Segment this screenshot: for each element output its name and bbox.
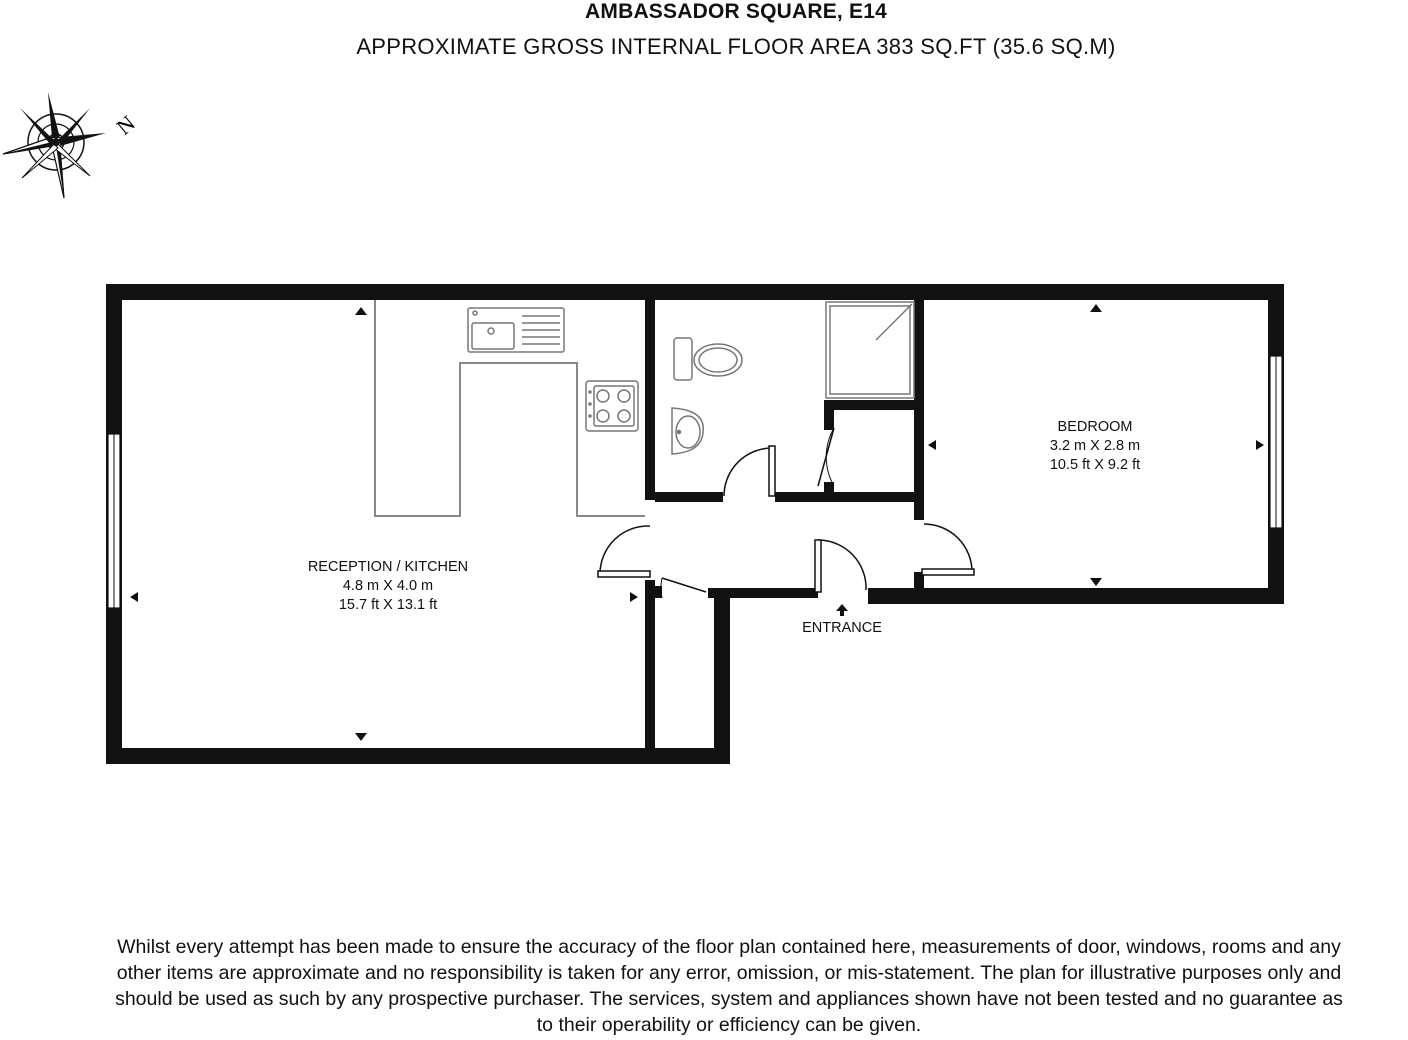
plan-title: AMBASSADOR SQUARE, E14 bbox=[585, 0, 887, 23]
disclaimer-line: to their operability or efficiency can be given. bbox=[536, 1014, 922, 1036]
reception-metric: 4.8 m X 4.0 m bbox=[342, 578, 434, 594]
disclaimer bbox=[48, 934, 1408, 1038]
disclaimer-line: other items are approximate and no responsibility is taken for any error, omission, or mis-statement. The plan for illustrative purposes only and bbox=[116, 962, 1342, 984]
bedroom-name: BEDROOM bbox=[1057, 419, 1133, 435]
bathroom-door bbox=[724, 446, 775, 496]
bedroom-door bbox=[922, 524, 974, 575]
cupboard-door bbox=[818, 428, 834, 486]
reception-name: RECEPTION / KITCHEN bbox=[307, 559, 469, 575]
reception-label bbox=[308, 559, 468, 613]
compass-rose-icon bbox=[3, 92, 106, 198]
reception-door bbox=[598, 526, 650, 577]
disclaimer-line: Whilst every attempt has been made to ensure the accuracy of the floor plan contained here, measurements of door, windows, rooms and any bbox=[117, 936, 1341, 958]
shower-tray-icon bbox=[826, 302, 914, 398]
reception-window bbox=[108, 434, 120, 608]
dimension-markers bbox=[130, 304, 1264, 741]
bedroom-metric: 3.2 m X 2.8 m bbox=[1049, 438, 1141, 454]
kitchen-sink-icon bbox=[468, 308, 564, 352]
entrance-arrow-icon bbox=[836, 604, 848, 616]
bedroom-window bbox=[1270, 356, 1282, 528]
bedroom-label bbox=[1050, 419, 1140, 473]
hall-cupboard-door bbox=[661, 578, 706, 598]
compass-north-label: N bbox=[111, 110, 140, 140]
bedroom-imperial: 10.5 ft X 9.2 ft bbox=[1049, 457, 1141, 473]
entrance-door bbox=[815, 540, 866, 592]
floor-area-subtitle: APPROXIMATE GROSS INTERNAL FLOOR AREA 383 SQ.FT (35.6 SQ.M) bbox=[356, 34, 1116, 59]
reception-imperial: 15.7 ft X 13.1 ft bbox=[338, 597, 438, 613]
hob-icon bbox=[586, 381, 638, 431]
washbasin-icon bbox=[672, 408, 703, 454]
disclaimer-line: should be used as such by any prospective purchaser. The services, system and appliances shown have not been tested and no guarantee as bbox=[115, 988, 1343, 1010]
entrance-label: ENTRANCE bbox=[802, 620, 882, 636]
toilet-icon bbox=[674, 338, 742, 380]
